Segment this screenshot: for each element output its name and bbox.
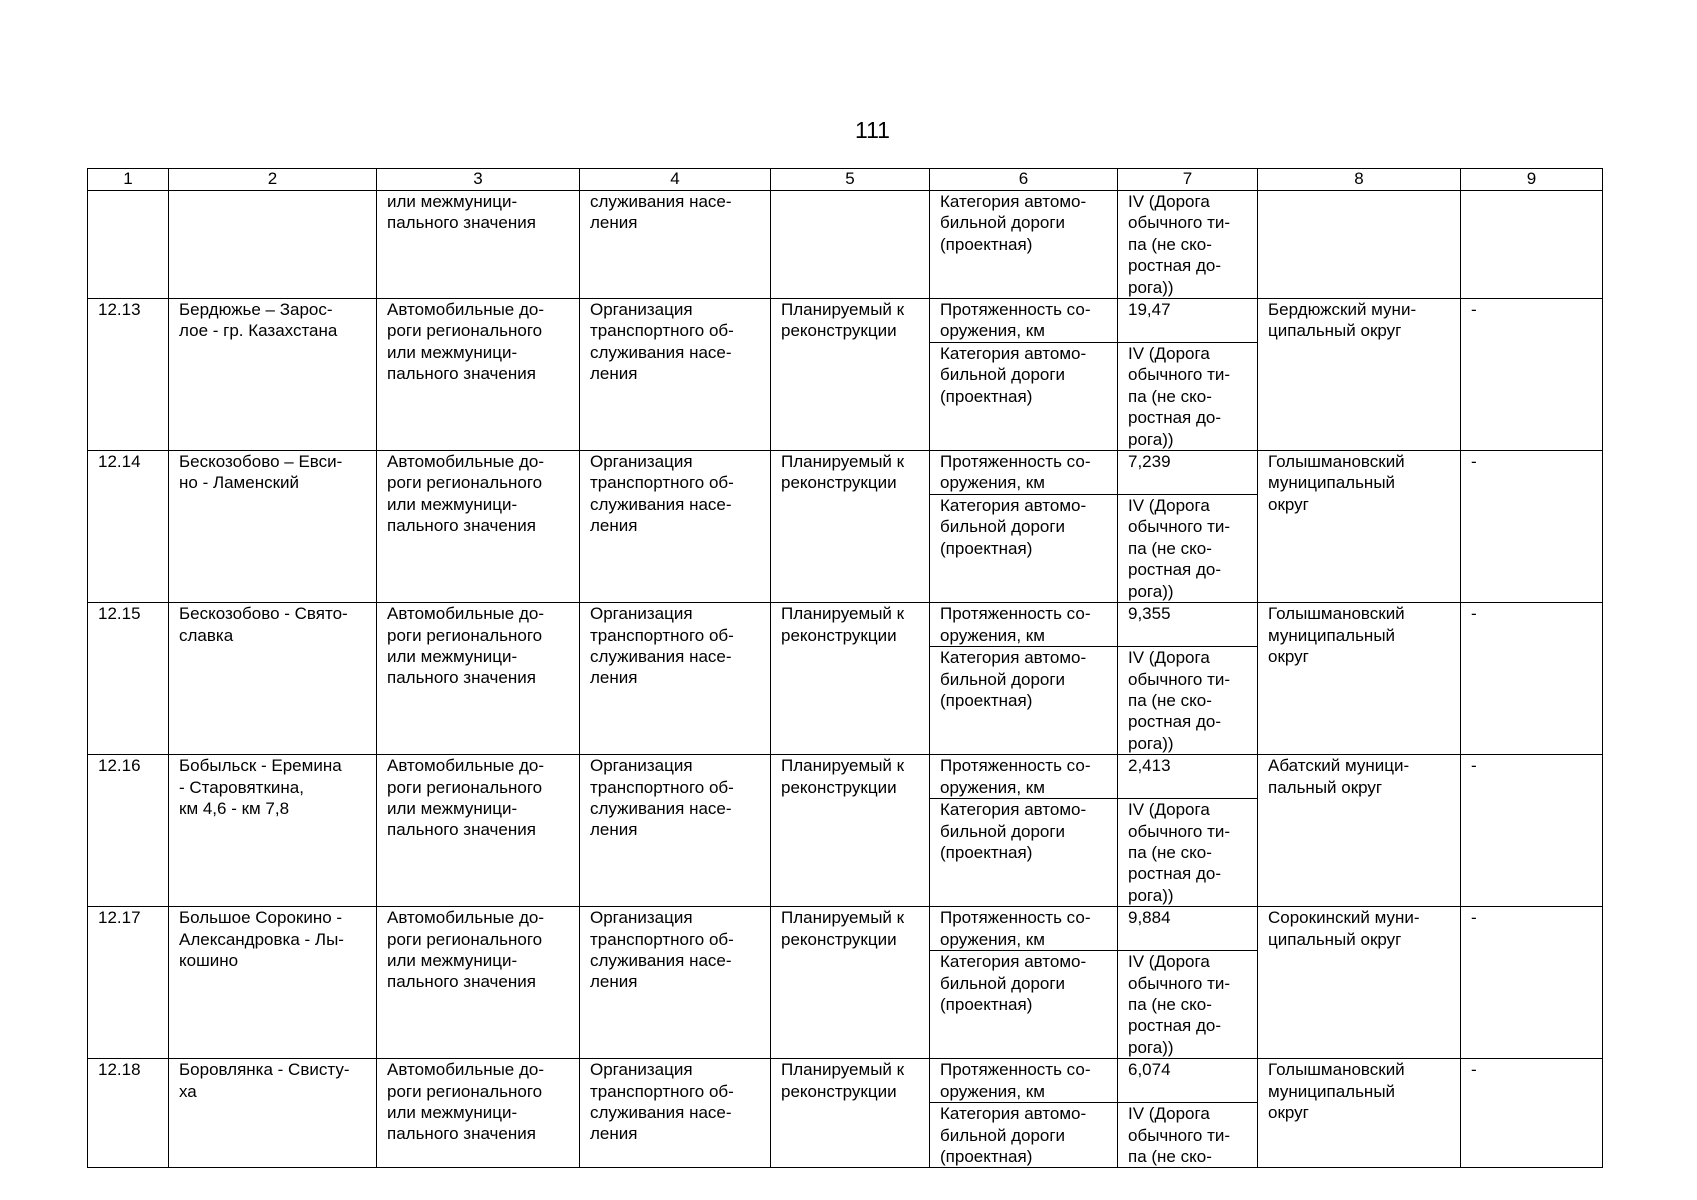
- cell-location: Голышмановский муниципальный округ: [1258, 603, 1461, 755]
- column-header: 4: [580, 169, 771, 191]
- document-table: [87, 168, 1603, 1168]
- column-header: 2: [169, 169, 377, 191]
- cell-param: Категория автомо- бильной дороги (проектная): [930, 951, 1118, 1059]
- cell-purpose: Организация транспортного об- служивания насе- ления: [580, 755, 771, 907]
- table-row: [88, 755, 1603, 799]
- cell-value: 9,884: [1118, 907, 1258, 951]
- cell-num: 12.17: [88, 907, 169, 1059]
- cell-purpose: Организация транспортного об- служивания насе- ления: [580, 299, 771, 451]
- cell-param: Категория автомо- бильной дороги (проектная): [930, 799, 1118, 907]
- cell-col9: [1461, 191, 1603, 299]
- cell-param: Протяженность со- оружения, км: [930, 451, 1118, 495]
- cell-value: 9,355: [1118, 603, 1258, 647]
- cell-purpose: Организация транспортного об- служивания насе- ления: [580, 907, 771, 1059]
- cell-col9: -: [1461, 907, 1603, 1059]
- cell-type: Автомобильные до- роги регионального или межмуници- пального значения: [377, 451, 580, 603]
- cell-param: Протяженность со- оружения, км: [930, 603, 1118, 647]
- cell-value: 19,47: [1118, 299, 1258, 343]
- cell-location: Голышмановский муниципальный округ: [1258, 451, 1461, 603]
- cell-type: или межмуници- пального значения: [377, 191, 580, 299]
- column-header: 1: [88, 169, 169, 191]
- cell-status: Планируемый к реконструкции: [771, 907, 930, 1059]
- cell-value: IV (Дорога обычного ти- па (не ско- ростная до- рога)): [1118, 495, 1258, 603]
- cell-param: Протяженность со- оружения, км: [930, 1059, 1118, 1103]
- cell-value: 7,239: [1118, 451, 1258, 495]
- table-row: [88, 299, 1603, 343]
- table-row: [88, 1059, 1603, 1103]
- cell-value: 6,074: [1118, 1059, 1258, 1103]
- column-header: 7: [1118, 169, 1258, 191]
- column-header: 9: [1461, 169, 1603, 191]
- cell-purpose: Организация транспортного об- служивания насе- ления: [580, 603, 771, 755]
- cell-param: Категория автомо- бильной дороги (проектная): [930, 647, 1118, 755]
- cell-value: IV (Дорога обычного ти- па (не ско-: [1118, 1103, 1258, 1168]
- cell-purpose: Организация транспортного об- служивания насе- ления: [580, 1059, 771, 1168]
- cell-status: [771, 191, 930, 299]
- cell-col9: -: [1461, 755, 1603, 907]
- cell-param: Категория автомо- бильной дороги (проектная): [930, 343, 1118, 451]
- cell-location: Голышмановский муниципальный округ: [1258, 1059, 1461, 1168]
- column-header: 3: [377, 169, 580, 191]
- cell-location: Бердюжский муни- ципальный округ: [1258, 299, 1461, 451]
- cell-purpose: служивания насе- ления: [580, 191, 771, 299]
- table-row: [88, 907, 1603, 951]
- cell-type: Автомобильные до- роги регионального или межмуници- пального значения: [377, 299, 580, 451]
- cell-param: Протяженность со- оружения, км: [930, 907, 1118, 951]
- cell-num: 12.18: [88, 1059, 169, 1168]
- cell-status: Планируемый к реконструкции: [771, 603, 930, 755]
- cell-location: [1258, 191, 1461, 299]
- cell-location: Абатский муници- пальный округ: [1258, 755, 1461, 907]
- cell-num: 12.14: [88, 451, 169, 603]
- cell-status: Планируемый к реконструкции: [771, 299, 930, 451]
- cell-param: Категория автомо- бильной дороги (проектная): [930, 495, 1118, 603]
- cell-value: 2,413: [1118, 755, 1258, 799]
- table-row: [88, 603, 1603, 647]
- cell-param: Протяженность со- оружения, км: [930, 299, 1118, 343]
- cell-name: Боровлянка - Свисту- ха: [169, 1059, 377, 1168]
- cell-name: Бескозобово – Евси- но - Ламенский: [169, 451, 377, 603]
- cell-col9: -: [1461, 603, 1603, 755]
- continuation-row: [88, 191, 1603, 299]
- column-header: 6: [930, 169, 1118, 191]
- cell-col9: -: [1461, 451, 1603, 603]
- cell-value: IV (Дорога обычного ти- па (не ско- ростная до- рога)): [1118, 343, 1258, 451]
- table-body: [88, 191, 1603, 1168]
- table-row: [88, 451, 1603, 495]
- cell-col9: -: [1461, 1059, 1603, 1168]
- cell-num: 12.13: [88, 299, 169, 451]
- cell-name: Большое Сорокино - Александровка - Лы- кошино: [169, 907, 377, 1059]
- cell-col9: -: [1461, 299, 1603, 451]
- cell-name: Бобыльск - Еремина - Старовяткина, км 4,6 - км 7,8: [169, 755, 377, 907]
- cell-value: IV (Дорога обычного ти- па (не ско- ростная до- рога)): [1118, 191, 1258, 299]
- column-header: 8: [1258, 169, 1461, 191]
- cell-status: Планируемый к реконструкции: [771, 1059, 930, 1168]
- cell-param: Категория автомо- бильной дороги (проектная): [930, 1103, 1118, 1168]
- cell-num: 12.16: [88, 755, 169, 907]
- cell-status: Планируемый к реконструкции: [771, 755, 930, 907]
- page-number: 111: [855, 117, 890, 143]
- column-header: 5: [771, 169, 930, 191]
- cell-num: 12.15: [88, 603, 169, 755]
- cell-name: Бескозобово - Свято- славка: [169, 603, 377, 755]
- cell-num: [88, 191, 169, 299]
- cell-value: IV (Дорога обычного ти- па (не ско- ростная до- рога)): [1118, 799, 1258, 907]
- cell-type: Автомобильные до- роги регионального или межмуници- пального значения: [377, 907, 580, 1059]
- cell-purpose: Организация транспортного об- служивания насе- ления: [580, 451, 771, 603]
- cell-value: IV (Дорога обычного ти- па (не ско- ростная до- рога)): [1118, 647, 1258, 755]
- cell-name: Бердюжье – Зарос- лое - гр. Казахстана: [169, 299, 377, 451]
- cell-value: IV (Дорога обычного ти- па (не ско- ростная до- рога)): [1118, 951, 1258, 1059]
- cell-name: [169, 191, 377, 299]
- cell-param: Категория автомо- бильной дороги (проектная): [930, 191, 1118, 299]
- cell-type: Автомобильные до- роги регионального или межмуници- пального значения: [377, 603, 580, 755]
- cell-type: Автомобильные до- роги регионального или межмуници- пального значения: [377, 1059, 580, 1168]
- cell-location: Сорокинский муни- ципальный округ: [1258, 907, 1461, 1059]
- table-header-row: [88, 169, 1603, 191]
- cell-type: Автомобильные до- роги регионального или межмуници- пального значения: [377, 755, 580, 907]
- cell-param: Протяженность со- оружения, км: [930, 755, 1118, 799]
- cell-status: Планируемый к реконструкции: [771, 451, 930, 603]
